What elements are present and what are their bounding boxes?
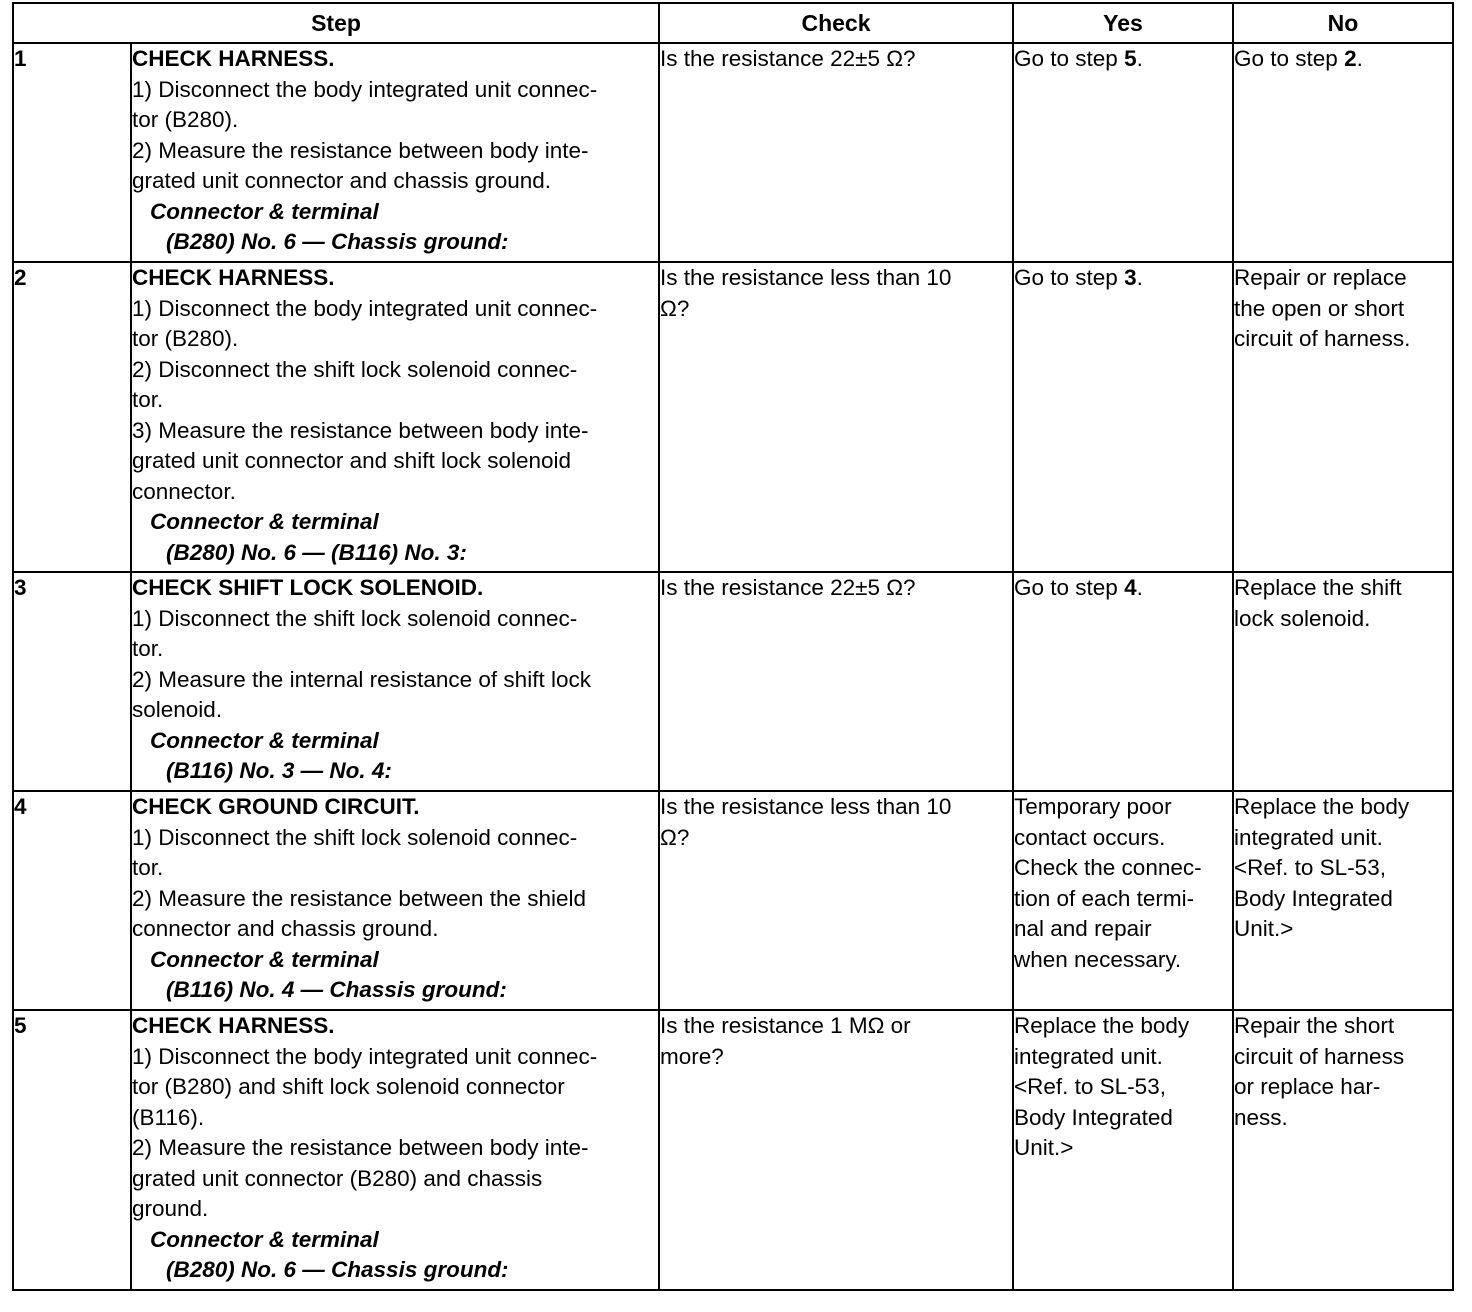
check-text: Is the resistance 22±5 Ω? [660,46,916,71]
step-line: connector and chassis ground. [132,916,439,941]
step-description [131,572,659,791]
yes-text-end: . [1136,575,1143,600]
check-line: Is the resistance less than 10 [660,265,952,290]
no-line: Repair the short [1234,1013,1395,1038]
connector-label: Connector & terminal [150,946,379,972]
yes-step-number: 3 [1124,265,1137,290]
header-step: Step [13,3,659,43]
no-line: Unit.> [1234,916,1294,941]
no-text-end: . [1356,46,1363,71]
yes-cell [1013,43,1233,262]
no-cell [1233,1010,1453,1290]
yes-text: Go to step [1014,265,1125,290]
step-title: CHECK HARNESS. [132,265,335,290]
yes-step-number: 4 [1124,575,1137,600]
connector-terminal: (B116) No. 3 — No. 4: [166,758,392,783]
yes-line: Check the connec- [1014,855,1202,880]
step-line: grated unit connector and shift lock solenoid [132,448,572,473]
no-cell [1233,262,1453,572]
no-line: Repair or replace [1234,265,1407,290]
step-title: CHECK GROUND CIRCUIT. [132,794,420,819]
yes-cell [1013,1010,1233,1290]
step-number: 2 [13,262,131,572]
step-line: tor. [132,636,164,661]
step-line: 2) Measure the resistance between body inte- [132,137,589,163]
step-number: 5 [13,1010,131,1290]
step-line: tor (B280). [132,326,239,351]
no-line: Body Integrated [1234,885,1393,911]
yes-line: Unit.> [1014,1135,1074,1160]
yes-line: nal and repair [1014,916,1152,941]
check-cell [659,43,1013,262]
no-text: Go to step [1234,46,1345,71]
no-line: integrated unit. [1234,824,1383,850]
yes-line: Body Integrated [1014,1104,1173,1130]
step-number: 1 [13,43,131,262]
yes-line: integrated unit. [1014,1043,1163,1069]
yes-cell [1013,262,1233,572]
table-row [13,572,1453,791]
step-line: 1) Disconnect the body integrated unit connec- [132,76,598,102]
step-line: ground. [132,1196,209,1221]
check-cell [659,262,1013,572]
connector-terminal: (B280) No. 6 — (B116) No. 3: [166,539,467,565]
step-description [131,262,659,572]
step-description [131,791,659,1010]
connector-terminal: (B280) No. 6 — Chassis ground: [166,1257,509,1282]
yes-cell [1013,572,1233,791]
no-cell [1233,43,1453,262]
step-line: tor (B280). [132,107,239,132]
connector-label: Connector & terminal [150,198,379,224]
yes-line: when necessary. [1014,946,1182,972]
no-line: the open or short [1234,295,1405,321]
yes-line: <Ref. to SL-53, [1014,1074,1166,1099]
step-line: solenoid. [132,697,223,722]
no-line: Replace the body [1234,794,1410,819]
no-line: lock solenoid. [1234,605,1371,631]
table-row [13,43,1453,262]
connector-label: Connector & terminal [150,509,379,534]
step-title: CHECK HARNESS. [132,46,335,71]
connector-terminal: (B280) No. 6 — Chassis ground: [166,229,509,254]
yes-step-number: 5 [1124,46,1137,71]
step-line: 2) Measure the resistance between the shield [132,885,587,911]
step-line: tor. [132,855,164,880]
yes-line: contact occurs. [1014,824,1166,850]
check-cell [659,572,1013,791]
check-cell [659,791,1013,1010]
step-title: CHECK HARNESS. [132,1013,335,1038]
step-line: 1) Disconnect the shift lock solenoid connec- [132,605,578,631]
no-line: circuit of harness [1234,1043,1405,1069]
step-line: grated unit connector (B280) and chassis [132,1165,543,1191]
step-line: 1) Disconnect the body integrated unit connec- [132,1043,598,1069]
yes-text-end: . [1136,265,1143,290]
header-row [13,3,1453,43]
step-line: 1) Disconnect the body integrated unit connec- [132,295,598,321]
no-step-number: 2 [1344,46,1357,71]
yes-line: tion of each termi- [1014,885,1195,911]
yes-line: Temporary poor [1014,794,1172,819]
step-description [131,43,659,262]
check-text: Is the resistance 22±5 Ω? [660,575,916,600]
step-number: 3 [13,572,131,791]
no-line: or replace har- [1234,1074,1381,1099]
step-description [131,1010,659,1290]
connector-terminal: (B116) No. 4 — Chassis ground: [166,977,507,1002]
step-number: 4 [13,791,131,1010]
diagnostic-table [12,2,1454,1291]
yes-text: Go to step [1014,575,1125,600]
check-line: more? [660,1043,724,1069]
yes-text-end: . [1136,46,1143,71]
header-yes: Yes [1013,3,1233,43]
check-line: Ω? [660,824,690,850]
no-line: Replace the shift [1234,575,1402,600]
step-line: 2) Measure the internal resistance of shift lock [132,666,591,692]
step-line: 2) Measure the resistance between body inte- [132,1135,589,1160]
step-line: grated unit connector and chassis ground. [132,168,552,193]
step-line: 3) Measure the resistance between body inte- [132,417,589,443]
check-cell [659,1010,1013,1290]
no-line: <Ref. to SL-53, [1234,855,1386,880]
table-row [13,791,1453,1010]
step-line: (B116). [132,1104,205,1130]
step-line: 2) Disconnect the shift lock solenoid connec- [132,356,578,382]
check-line: Is the resistance less than 10 [660,794,952,819]
no-cell [1233,791,1453,1010]
yes-line: Replace the body [1014,1013,1190,1038]
check-line: Ω? [660,295,690,321]
no-line: circuit of harness. [1234,326,1411,351]
header-check: Check [659,3,1013,43]
header-no: No [1233,3,1453,43]
no-line: ness. [1234,1104,1288,1130]
no-cell [1233,572,1453,791]
connector-label: Connector & terminal [150,727,379,753]
step-title: CHECK SHIFT LOCK SOLENOID. [132,575,484,600]
check-line: Is the resistance 1 MΩ or [660,1013,911,1038]
table-row [13,262,1453,572]
yes-text: Go to step [1014,46,1125,71]
step-line: 1) Disconnect the shift lock solenoid connec- [132,824,578,850]
step-line: tor (B280) and shift lock solenoid connector [132,1074,565,1099]
step-line: connector. [132,478,236,504]
step-line: tor. [132,387,164,412]
table-row [13,1010,1453,1290]
yes-cell [1013,791,1233,1010]
connector-label: Connector & terminal [150,1226,379,1252]
